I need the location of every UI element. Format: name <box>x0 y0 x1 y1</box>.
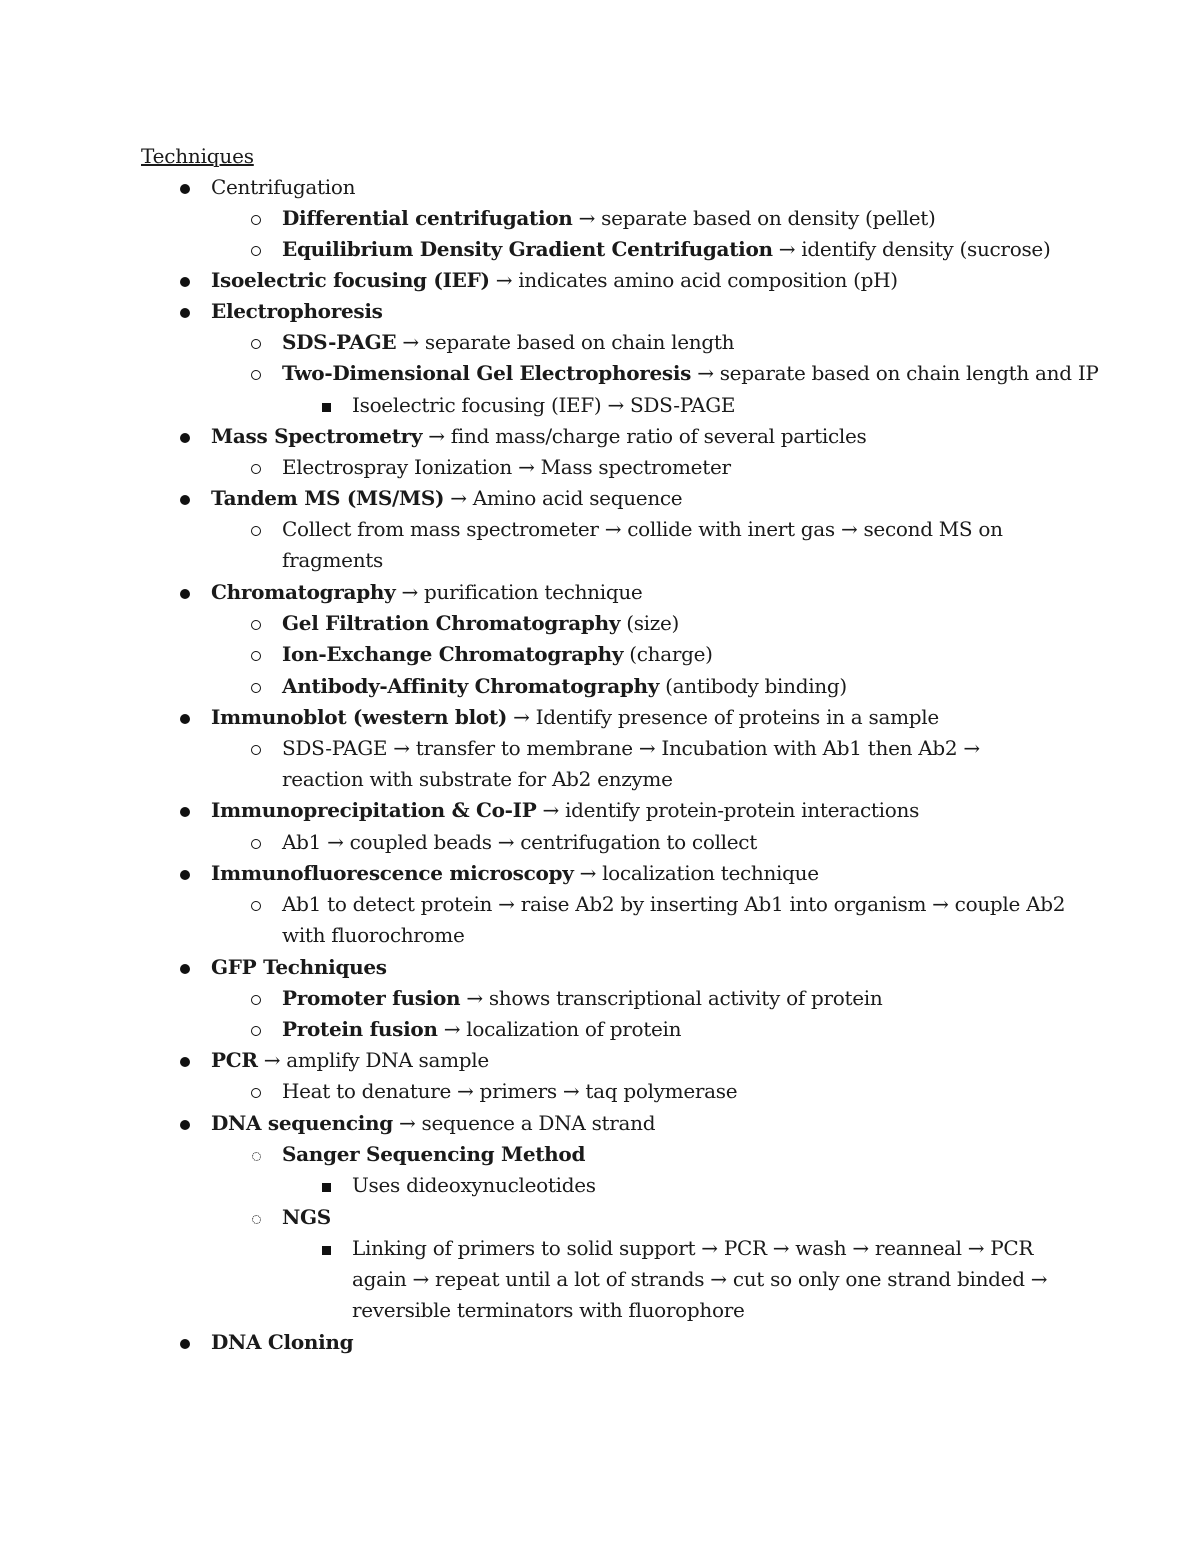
item-text: (charge) <box>623 642 713 666</box>
item-text: Heat to denature → primers → taq polymerase <box>282 1079 738 1103</box>
item-bold: Immunoprecipitation & Co-IP <box>211 798 537 822</box>
item-text: Centrifugation <box>211 175 356 199</box>
item-bold: Tandem MS (MS/MS) <box>211 486 445 510</box>
disc-icon <box>180 1120 190 1130</box>
item-bold: Gel Filtration Chromatography <box>282 611 621 635</box>
item-text: Isoelectric focusing (IEF) → SDS-PAGE <box>352 393 736 417</box>
item-text: → identify density (sucrose) <box>772 237 1051 261</box>
item-bold: Differential centrifugation <box>282 206 573 230</box>
item-text: → separate based on density (pellet) <box>572 206 936 230</box>
item-bold: Chromatography <box>211 580 396 604</box>
item-text: SDS-PAGE → transfer to membrane → Incubation with Ab1 then Ab2 → <box>282 736 980 760</box>
item-text: Ab1 to detect protein → raise Ab2 by inserting Ab1 into organism → couple Ab2 <box>282 892 1066 916</box>
item-bold: NGS <box>282 1205 331 1229</box>
circle-icon <box>251 246 261 256</box>
item-text: → find mass/charge ratio of several particles <box>422 424 867 448</box>
item-bold: DNA Cloning <box>211 1330 354 1354</box>
item-text: → amplify DNA sample <box>257 1048 489 1072</box>
item-text: → purification technique <box>395 580 643 604</box>
item-text: → indicates amino acid composition (pH) <box>489 268 898 292</box>
item-bold: DNA sequencing <box>211 1111 393 1135</box>
circle-icon <box>251 620 261 630</box>
item-text: with fluorochrome <box>282 923 465 947</box>
item-bold: Antibody-Affinity Chromatography <box>282 674 660 698</box>
item-text: Ab1 → coupled beads → centrifugation to collect <box>282 830 757 854</box>
item-text: → Identify presence of proteins in a sample <box>507 705 939 729</box>
item-bold: Sanger Sequencing Method <box>282 1142 586 1166</box>
disc-icon <box>180 308 190 318</box>
circle-icon <box>251 370 261 380</box>
circle-icon <box>251 1088 261 1098</box>
page-title: Techniques <box>141 144 254 168</box>
disc-icon <box>180 1057 190 1067</box>
square-icon <box>322 403 331 412</box>
item-bold: Electrophoresis <box>211 299 383 323</box>
circle-icon <box>251 464 261 474</box>
item-bold: SDS-PAGE <box>282 330 397 354</box>
disc-icon <box>180 184 190 194</box>
item-bold: Two-Dimensional Gel Electrophoresis <box>282 361 692 385</box>
item-text: Collect from mass spectrometer → collide with inert gas → second MS on <box>282 517 1003 541</box>
item-text: Linking of primers to solid support → PCR → wash → reanneal → PCR <box>352 1236 1034 1260</box>
disc-icon <box>180 964 190 974</box>
circle-icon <box>251 901 261 911</box>
circle-icon <box>251 651 261 661</box>
dotted-circle-icon <box>252 1152 261 1161</box>
item-text: → separate based on chain length <box>396 330 735 354</box>
item-text: → separate based on chain length and IP <box>691 361 1099 385</box>
disc-icon <box>180 433 190 443</box>
square-icon <box>322 1183 331 1192</box>
circle-icon <box>251 1026 261 1036</box>
disc-icon <box>180 495 190 505</box>
item-text: reversible terminators with fluorophore <box>352 1298 745 1322</box>
item-text: → localization technique <box>573 861 819 885</box>
disc-icon <box>180 1339 190 1349</box>
item-text: (size) <box>620 611 680 635</box>
disc-icon <box>180 807 190 817</box>
disc-icon <box>180 277 190 287</box>
item-text: fragments <box>282 548 383 572</box>
circle-icon <box>251 839 261 849</box>
item-text: → identify protein-protein interactions <box>536 798 920 822</box>
square-icon <box>322 1246 331 1255</box>
circle-icon <box>251 526 261 536</box>
item-bold: GFP Techniques <box>211 955 387 979</box>
disc-icon <box>180 714 190 724</box>
circle-icon <box>251 683 261 693</box>
circle-icon <box>251 339 261 349</box>
item-text: → Amino acid sequence <box>444 486 683 510</box>
disc-icon <box>180 589 190 599</box>
item-text: reaction with substrate for Ab2 enzyme <box>282 767 673 791</box>
item-bold: Protein fusion <box>282 1017 438 1041</box>
item-bold: Equilibrium Density Gradient Centrifugation <box>282 237 773 261</box>
item-bold: Ion-Exchange Chromatography <box>282 642 624 666</box>
circle-icon <box>251 745 261 755</box>
item-text: Electrospray Ionization → Mass spectrometer <box>282 455 731 479</box>
item-bold: Mass Spectrometry <box>211 424 423 448</box>
item-bold: PCR <box>211 1048 258 1072</box>
disc-icon <box>180 870 190 880</box>
dotted-circle-icon <box>252 1215 261 1224</box>
item-bold: Immunoblot (western blot) <box>211 705 508 729</box>
item-text: → localization of protein <box>437 1017 682 1041</box>
circle-icon <box>251 995 261 1005</box>
item-text: → sequence a DNA strand <box>392 1111 656 1135</box>
item-text: → shows transcriptional activity of protein <box>460 986 883 1010</box>
item-bold: Promoter fusion <box>282 986 461 1010</box>
item-text: Uses dideoxynucleotides <box>352 1173 596 1197</box>
item-bold: Isoelectric focusing (IEF) <box>211 268 490 292</box>
circle-icon <box>251 215 261 225</box>
item-text: (antibody binding) <box>659 674 847 698</box>
item-bold: Immunofluorescence microscopy <box>211 861 574 885</box>
item-text: again → repeat until a lot of strands → cut so only one strand binded → <box>352 1267 1048 1291</box>
